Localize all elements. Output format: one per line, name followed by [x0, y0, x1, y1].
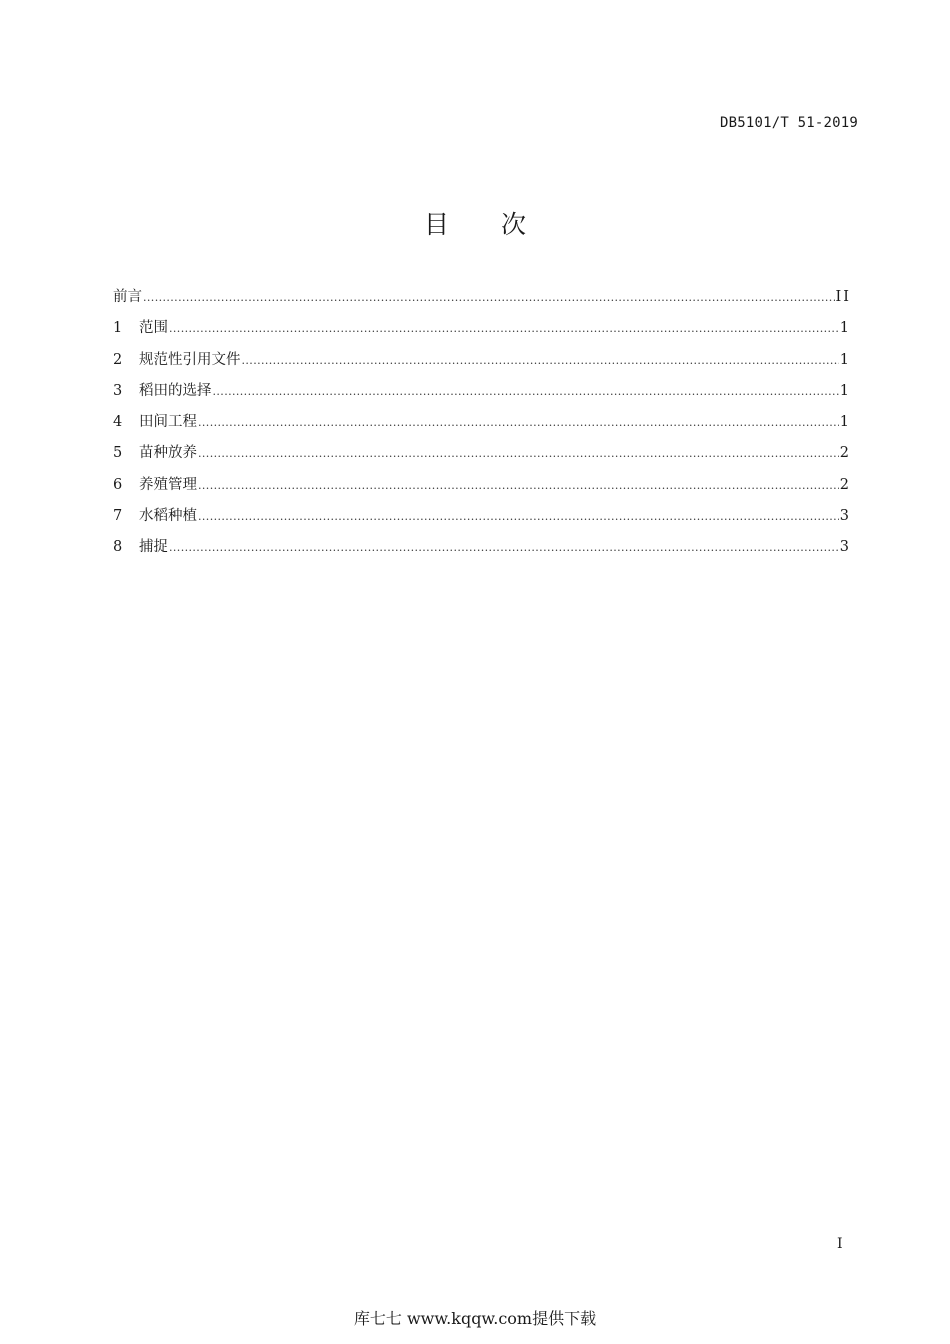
toc-entry-label: 稻田的选择 — [139, 382, 212, 399]
download-footer: 库七七 www.kqqw.com提供下载 — [353, 1309, 597, 1328]
toc-leader-dots — [143, 288, 835, 308]
toc-leader-dots — [213, 382, 839, 402]
toc-entry-2[interactable] — [113, 350, 851, 381]
toc-entry-number: 5 — [113, 445, 123, 462]
toc-entry-page: 3 — [839, 539, 851, 556]
toc-leader-dots — [198, 476, 839, 496]
toc-entry-number: 7 — [113, 508, 123, 525]
toc-entry-5[interactable] — [113, 443, 851, 474]
toc-entry-number: 4 — [113, 414, 123, 431]
toc-entry-number: 6 — [113, 476, 123, 493]
toc-entry-page: 1 — [839, 320, 851, 337]
toc-entry-1[interactable] — [113, 318, 851, 349]
toc-entry-number: 1 — [113, 320, 123, 337]
toc-entry-label: 田间工程 — [139, 414, 197, 431]
toc-leader-dots — [198, 507, 839, 527]
toc-leader-dots — [242, 351, 839, 371]
toc-entry-number: 8 — [113, 539, 123, 556]
toc-leader-dots — [169, 319, 839, 339]
toc-entry-page: 1 — [839, 351, 851, 368]
toc-entry-8[interactable] — [113, 537, 851, 568]
toc-entry-page: 2 — [839, 476, 851, 493]
toc-entry-page: 3 — [839, 508, 851, 525]
toc-entry-label: 捕捉 — [139, 539, 168, 556]
toc-entry-label: 养殖管理 — [139, 476, 197, 493]
toc-entry-number: 2 — [113, 351, 123, 368]
toc-entry-page: 2 — [839, 445, 851, 462]
toc-entry-label: 前言 — [113, 289, 142, 305]
toc-entry-page: 1 — [839, 382, 851, 399]
toc-entry-label: 范围 — [139, 320, 168, 337]
toc-entry-label: 规范性引用文件 — [139, 351, 241, 368]
page-title — [0, 205, 950, 241]
page-number: I — [837, 1236, 843, 1252]
title-char-2: 次 — [501, 210, 527, 239]
toc-leader-dots — [198, 444, 839, 464]
toc-leader-dots — [169, 538, 839, 558]
table-of-contents — [113, 287, 851, 569]
document-code: DB5101/T 51-2019 — [719, 115, 858, 131]
title-char-1: 目 — [423, 210, 449, 239]
toc-entry-7[interactable] — [113, 506, 851, 537]
toc-entry-label: 水稻种植 — [139, 508, 197, 525]
toc-entry-page: II — [835, 289, 851, 305]
toc-entry-foreword[interactable] — [113, 287, 851, 318]
toc-entry-label: 苗种放养 — [139, 445, 197, 462]
toc-entry-6[interactable] — [113, 475, 851, 506]
toc-entry-number: 3 — [113, 382, 123, 399]
toc-entry-page: 1 — [839, 414, 851, 431]
toc-entry-4[interactable] — [113, 412, 851, 443]
toc-entry-3[interactable] — [113, 381, 851, 412]
toc-leader-dots — [198, 413, 839, 433]
